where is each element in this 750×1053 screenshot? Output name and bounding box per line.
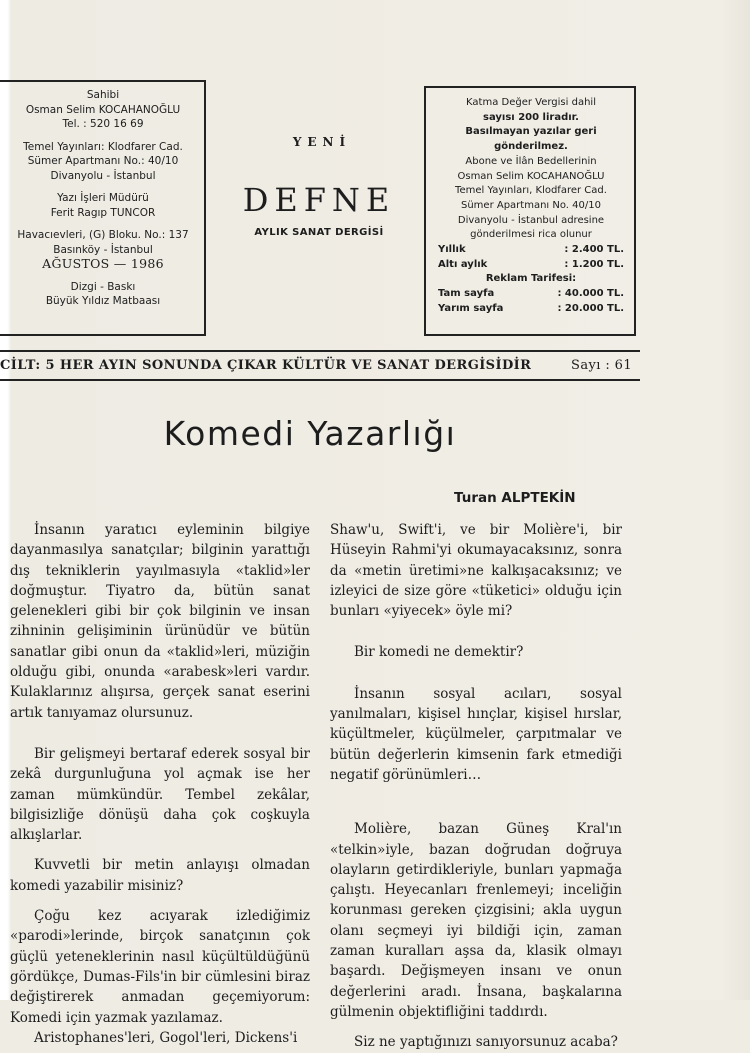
editor-name: Ferit Ragıp TUNCOR bbox=[50, 206, 156, 219]
paragraph: Bir komedi ne demektir? bbox=[354, 644, 524, 661]
issue-date: AĞUSTOS — 1986 bbox=[42, 256, 164, 271]
ad-rates-label: Reklam Tarifesi: bbox=[485, 273, 577, 285]
ad-row-half: Yarım sayfa : 20.000 TL. bbox=[438, 302, 624, 314]
address-line: Divanyolu - İstanbul bbox=[50, 169, 156, 182]
issue-number: Sayı : 61 bbox=[571, 358, 632, 373]
info-line: Osman Selim KOCAHANOĞLU bbox=[457, 170, 605, 182]
paragraph: İnsanın yaratıcı eyleminin bilgiye dayanmasılya sanatçılar; bilginin yarattığı dış tekniklerin yayılmasıyla «taklid»ler doğmuştur. Tiyatro da, bütün sanat gelenekleri gibi bir çok bilginin ve insan zihninin gelişiminin ürünüdür ve bütün sanatlar gibi onun da «taklid»leri, müziğin olduğu gibi, onunda «arabesk»leri vardır. Kulaklarınız alışırsa, gerçek sanat eserini artık tanıyamaz olursunuz. bbox=[10, 522, 310, 721]
info-line: Temel Yayınları, Klodfarer Cad. bbox=[455, 185, 607, 197]
price-row-yearly: Yıllık : 2.400 TL. bbox=[438, 244, 624, 256]
magazine-subtitle: AYLIK SANAT DERGİSİ bbox=[254, 227, 384, 238]
article-author: Turan ALPTEKİN bbox=[454, 490, 576, 506]
info-line: Abone ve İlân Bedellerinin bbox=[465, 155, 597, 167]
info-line: sayısı 200 liradır. bbox=[483, 111, 579, 123]
owner-name: Osman Selim KOCAHANOĞLU bbox=[25, 103, 181, 116]
subscription-info-box bbox=[424, 86, 636, 336]
info-line: Divanyolu - İstanbul adresine bbox=[457, 214, 605, 226]
printer-name: Büyük Yıldız Matbaası bbox=[45, 295, 161, 307]
info-line: Katma Değer Vergisi dahil bbox=[466, 97, 596, 108]
paragraph: İnsanın sosyal acıları, sosyal yanılmaları, kişisel hınçlar, kişisel hırslar, küçültmeler, küçülmeler, çarpıtmalar ve bütün değerlerin kimsenin fark etmediği negatif görünümleri… bbox=[330, 685, 622, 783]
editor-label: Yazı İşleri Müdürü bbox=[57, 192, 149, 204]
info-line: gönderilmez. bbox=[494, 141, 568, 153]
article-column-right bbox=[330, 520, 622, 1053]
article-column-left bbox=[10, 520, 310, 1048]
owner-label: Sahibi bbox=[86, 89, 120, 101]
article-title: Komedi Yazarlığı bbox=[163, 414, 457, 453]
price-row-half: Altı aylık : 1.200 TL. bbox=[438, 258, 624, 270]
paragraph: Molière, bazan Güneş Kral'ın «telkin»iyle, bazan doğrudan doğruya olayların getirdikleriyle, bunları yapmağa çalıştı. Heyecanları frenlemeyi; inceliğin korunması gereken çizgisini; akla uygun olanı seçmeyi iyi bildiği için, zaman zaman kuralları aşsa da, klasik olmayı başardı. Değişmeyen insanı ve onun değerlerini aradı. İnsana, başkalarına gülmenin objektifliğini taddırdı. bbox=[330, 821, 622, 1020]
issue-strip bbox=[0, 355, 640, 377]
editor-address: Basınköy - İstanbul bbox=[53, 243, 153, 256]
paragraph: Bir gelişmeyi bertaraf ederek sosyal bir zekâ durgunluğuna yol açmak ise her zaman mümkündür. Tembel zekâlar, bilgisizliğe dönüşü daha çok coşkuyla alkışlarlar. bbox=[10, 745, 310, 844]
paragraph: Aristophanes'leri, Gogol'leri, Dickens'i bbox=[34, 1029, 298, 1046]
paragraph: Siz ne yaptığınızı sanıyorsunuz acaba? bbox=[354, 1034, 618, 1051]
paragraph: Shaw'u, Swift'i, ve bir Molière'i, bir Hüseyin Rahmi'yi okumayacaksınız, sonra da «metin üretimi»ne kalkışacaksınız; ve izleyici de size göre «tüketici» olduğu için bunları «yiyecek» öyle mi? bbox=[330, 522, 622, 620]
masthead-pre: YENİ bbox=[292, 135, 352, 149]
address-line: Temel Yayınları: Klodfarer Cad. bbox=[23, 140, 183, 153]
ad-row-full: Tam sayfa : 40.000 TL. bbox=[438, 288, 624, 300]
print-label: Dizgi - Baskı bbox=[70, 280, 136, 293]
editor-address: Havacıevleri, (G) Bloku. No.: 137 bbox=[17, 229, 189, 241]
divider bbox=[0, 350, 640, 352]
paragraph: Kuvvetli bir metin anlayışı olmadan komedi yazabilir misiniz? bbox=[10, 857, 310, 894]
paragraph: Çoğu kez acıyarak izlediğimiz «parodi»lerinde, birçok sanatçının çok güçlü yeteneklerinin nasıl küçültüldüğünü gördükçe, Dumas-Fils'in bir cümlesini biraz değiştirerek anmadan geçemiyorum: Komedi için yazmak yazılamaz. bbox=[10, 908, 310, 1026]
info-line: Sümer Apartmanı No. 40/10 bbox=[461, 199, 601, 211]
info-line: gönderilmesi rica olunur bbox=[470, 229, 592, 241]
address-line: Sümer Apartmanı No.: 40/10 bbox=[27, 155, 179, 167]
phone: Tel. : 520 16 69 bbox=[62, 118, 144, 130]
masthead bbox=[214, 135, 424, 238]
magazine-title: DEFNE bbox=[242, 181, 396, 219]
info-line: Basılmayan yazılar geri bbox=[465, 126, 597, 138]
volume-line: CİLT: 5 HER AYIN SONUNDA ÇIKAR KÜLTÜR VE SANAT DERGİSİDİR bbox=[0, 358, 532, 373]
divider bbox=[0, 379, 640, 381]
publisher-info-box bbox=[0, 80, 206, 336]
